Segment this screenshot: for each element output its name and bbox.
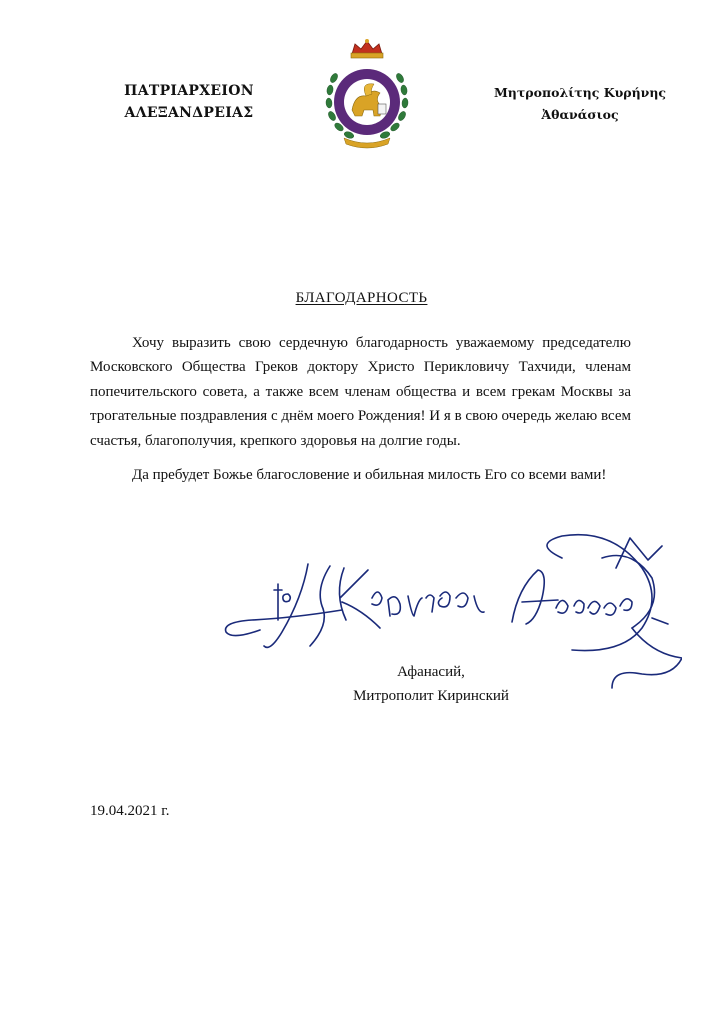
patriarchate-heading: [104, 80, 274, 124]
metropolitan-line-2: Ἀθανάσιος: [541, 107, 619, 122]
letter-body: [90, 331, 631, 497]
letter-paragraph-2: Да пребудет Божье благословение и обильная милость Его со всеми вами!: [132, 467, 607, 484]
letter-title: [0, 290, 723, 307]
patriarchate-seal-icon: [322, 38, 412, 154]
signatory: [300, 660, 562, 708]
metropolitan-heading: [482, 82, 678, 126]
letter-title-text: БЛАГОДАРНОСТЬ: [295, 290, 428, 306]
letter-date: 19.04.2021 г.: [90, 803, 170, 819]
letter-paragraph-1: Хочу выразить свою сердечную благодарность уважаемому председателю Московского Общества Греков доктору Христо Периклoвичу Тахчиди, членам попечительского совета, а также всем членам общества и всем грекам Москвы за трогательные поздравления с днём моего Рождения! И я в свою очередь желаю всем счастья, благополучия, крепкого здоровья на долгие годы.: [90, 335, 631, 449]
patriarchate-line-1: ΠΑΤΡΙΑΡΧΕΙΟΝ: [124, 83, 254, 99]
patriarchate-line-2: ΑΛΕΞΑΝΔΡΕΙΑΣ: [124, 105, 254, 121]
signatory-position: Митрополит Киринский: [353, 688, 509, 704]
crown-icon: [351, 39, 383, 58]
metropolitan-line-1: Μητροπολίτης Κυρήνης: [493, 85, 667, 100]
signatory-name: Афанасий,: [397, 664, 465, 680]
